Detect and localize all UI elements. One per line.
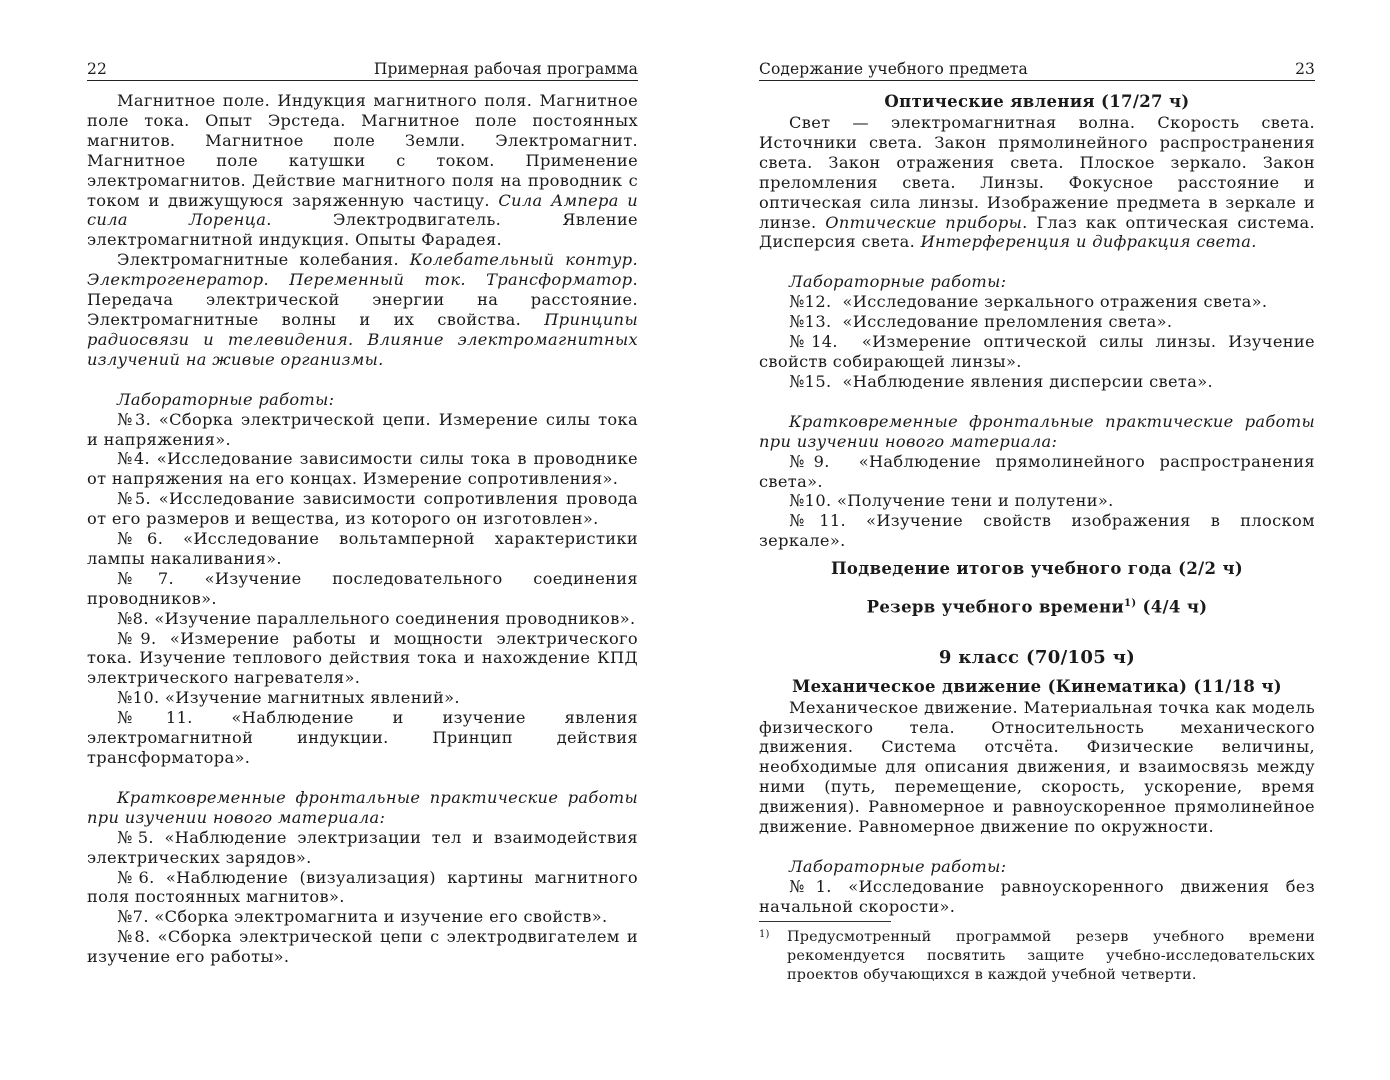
text-run: Электромагнитные колебания.	[117, 250, 410, 270]
running-head-right	[759, 60, 1315, 81]
frontal-works-list	[759, 452, 1315, 552]
page-body	[759, 91, 1315, 985]
italic-run: Колебательный контур. Электрогенератор. Переменный ток. Трансформатор	[87, 250, 638, 290]
page-number: 22	[87, 60, 107, 78]
footnote-mark: 1)	[759, 928, 770, 940]
footnote-text: Предусмотренный программой резерв учебного времени рекомендуется посвятить защите учебно-исследовательских проектов обучающихся в каждой учебной четверти.	[787, 928, 1315, 983]
frontal-works-title: Кратковременные фронтальные практические работы при изучении нового материала:	[759, 411, 1315, 451]
text-run: Магнитное поле. Индукция магнитного поля. Магнитное поле тока. Опыт Эрстеда. Магнитное поле постоянных магнитов. Магнитное поле Земли. Электромагнит. Магнитное поле катушки с током. Применение электромагнитов. Действие магнитного поля на проводник с током и движущуюся заряженную частицу.	[87, 91, 638, 210]
paragraph-kinematics: Механическое движение. Материальная точка как модель физического тела. Относительность механического движения. Система отсчёта. Физические величины, необходимые для описания движения, и взаимосвязь между ними (путь, перемещение, скорость, ускорение, время движения). Равномерное и равноускоренное прямолинейное движение. Равномерное движение по окружности.	[759, 697, 1315, 837]
list-item: №11. «Наблюдение и изучение явления электромагнитной индукции. Принцип действия трансформатора».	[87, 708, 638, 767]
lab-works-list	[759, 292, 1315, 392]
lab-works-title: Лабораторные работы:	[789, 272, 1007, 292]
list-item: №5. «Исследование зависимости сопротивления провода от его размеров и вещества, из которого он изготовлен».	[87, 489, 638, 529]
list-item: №4. «Исследование зависимости силы тока в проводнике от напряжения на его концах. Измерение сопротивления».	[87, 449, 638, 489]
list-item: №8. «Сборка электрической цепи с электродвигателем и изучение его работы».	[87, 927, 638, 967]
section-heading-optics: Оптические явления (17/27 ч)	[884, 92, 1190, 111]
list-item: №14. «Измерение оптической силы линзы. Изучение свойств собирающей линзы».	[759, 332, 1315, 371]
section-heading-summary: Подведение итогов учебного года (2/2 ч)	[830, 559, 1244, 579]
frontal-works-title: Кратковременные фронтальные практические работы при изучении нового материала:	[87, 787, 638, 827]
footnote-reference[interactable]: 1)	[1124, 598, 1137, 610]
list-item: №8. «Изучение параллельного соединения проводников».	[117, 608, 636, 628]
paragraph-em-oscillations	[87, 250, 638, 369]
running-title: Примерная рабочая программа	[373, 60, 638, 78]
footnote	[759, 928, 1315, 985]
left-page	[87, 60, 638, 967]
list-item: №9. «Измерение работы и мощности электрического тока. Изучение теплового действия тока и нахождение КПД электрического нагревателя».	[87, 628, 638, 688]
list-item: №10. «Изучение магнитных явлений».	[117, 688, 460, 708]
section-heading-kinematics: Механическое движение (Кинематика) (11/18 ч)	[792, 676, 1282, 696]
footnote-divider	[759, 921, 891, 922]
section-heading-reserve: Резерв учебного времени$^{1)}$ (4/4 ч)	[866, 597, 1208, 617]
list-item: №12. «Исследование зеркального отражения света».	[789, 292, 1268, 312]
list-item: №9. «Наблюдение прямолинейного распространения света».	[759, 451, 1315, 491]
italic-run: Сила Ампера и сила Лоренца	[87, 190, 639, 230]
page-body	[87, 91, 638, 967]
frontal-works-list	[87, 828, 638, 967]
list-item: №6. «Наблюдение (визуализация) картины магнитного поля постоянных магнитов».	[87, 867, 638, 907]
page-number: 23	[1295, 60, 1315, 78]
running-title: Содержание учебного предмета	[759, 60, 1028, 78]
list-item: №5. «Наблюдение электризации тел и взаимодействия электрических зарядов».	[87, 827, 638, 867]
lab-works-title: Лабораторные работы:	[789, 856, 1007, 876]
list-item: №7. «Изучение последовательного соединения проводников».	[87, 568, 638, 608]
paragraph-magnetism	[87, 91, 638, 250]
grade-heading: 9 класс (70/105 ч)	[938, 646, 1136, 668]
italic-run: Принципы радиосвязи и телевидения. Влияние электромагнитных излучений на живые организмы.	[87, 309, 638, 369]
list-item: №3. «Сборка электрической цепи. Измерение силы тока и напряжения».	[87, 409, 638, 449]
running-head-left	[87, 60, 638, 81]
text-run: . Передача электрической энергии на расстояние. Электромагнитные волны и их свойства.	[87, 270, 638, 329]
list-item: №15. «Наблюдение явления дисперсии света».	[789, 371, 1213, 391]
right-page	[759, 60, 1315, 985]
lab-works-list	[87, 410, 638, 768]
list-item: №6. «Исследование вольтамперной характеристики лампы накаливания».	[87, 529, 638, 568]
list-item: №1. «Исследование равноускоренного движения без начальной скорости».	[759, 876, 1315, 916]
list-item: №7. «Сборка электромагнита и изучение его свойств».	[117, 907, 608, 927]
lab-works-title: Лабораторные работы:	[117, 389, 335, 409]
list-item: №10. «Получение тени и полутени».	[789, 491, 1114, 511]
list-item: №13. «Исследование преломления света».	[789, 312, 1173, 332]
text-run: . Электродвигатель. Явление электромагнитной индукция. Опыты Фарадея.	[87, 210, 638, 250]
paragraph-optics: Свет — электромагнитная волна. Скорость света. Источники света. Закон прямолинейного распространения света. Закон отражения света. Плоское зеркало. Закон преломления света. Линзы. Фокусное расстояние и оптическая сила линзы. Изображение предмета в зеркале и линзе. Оптические приборы. Глаз как оптическая система. Дисперсия света. Интерференция и дифракция света.	[759, 113, 1315, 252]
list-item: №11. «Изучение свойств изображения в плоском зеркале».	[759, 511, 1315, 551]
